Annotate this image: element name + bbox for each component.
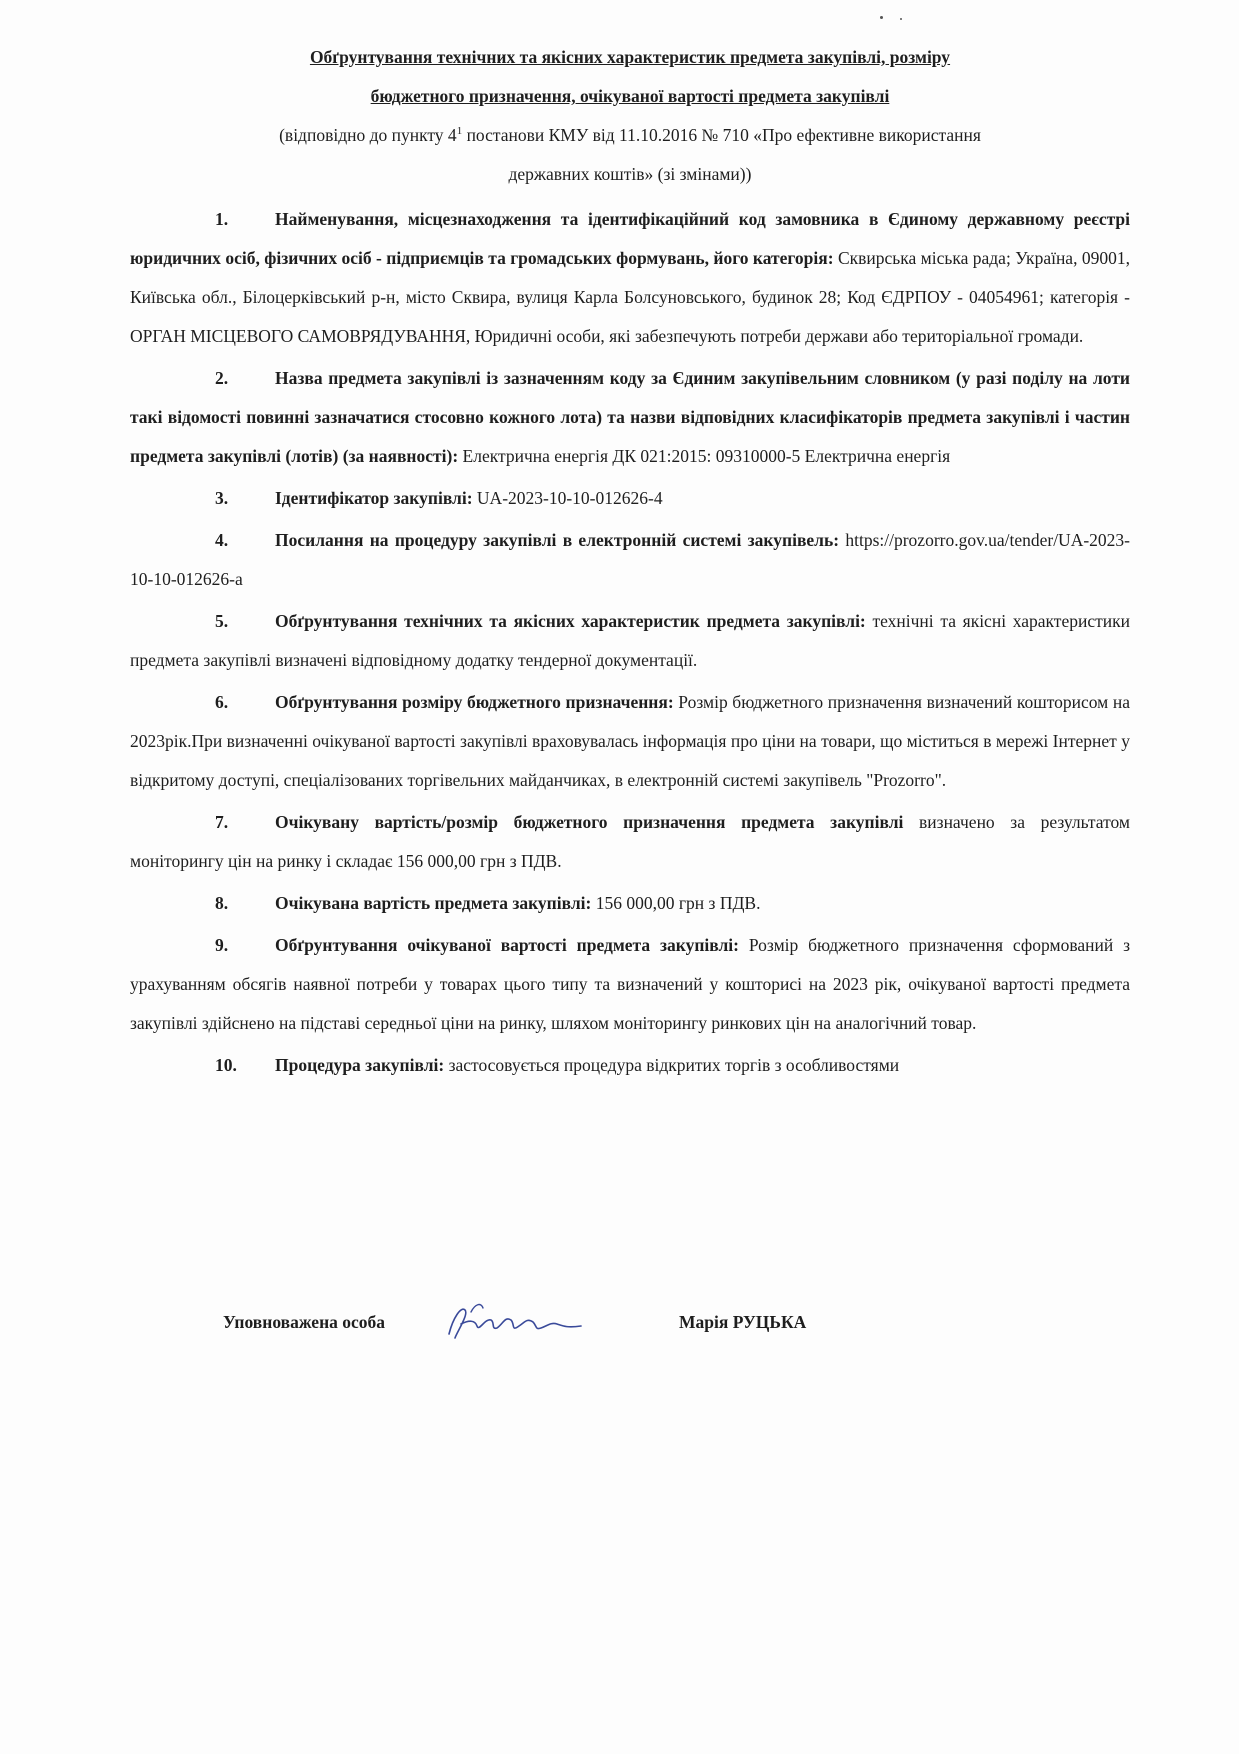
section-number: 1. — [215, 209, 229, 229]
section-heading: Обґрунтування очікуваної вартості предмета закупівлі: — [275, 935, 739, 955]
section-heading: Назва предмета закупівлі із зазначенням коду за Єдиним закупівельним словником (у разі поділу на лоти такі відомості повинні зазначатися стосовно кожного лота) та назви відповідних класифікаторів предмета закупівлі і частин предмета закупівлі (лотів) (за наявності): — [130, 368, 1130, 466]
section-heading: Процедура закупівлі: — [275, 1055, 445, 1075]
section-number: 5. — [215, 611, 229, 631]
scan-speck — [880, 16, 883, 19]
section-text: Розмір бюджетного призначення сформований з урахуванням обсягів наявної потреби у товарах цього типу та визначений у кошторисі на 2023 рік, очікуваної вартості предмета закупівлі здійснено на підставі середньої ціни на ринку, шляхом моніторингу ринкових цін на аналогічний товар. — [130, 935, 1130, 1033]
section-text: https://prozorro.gov.ua/tender/UA-2023-10-10-012626-a — [130, 530, 1130, 589]
section-text: Розмір бюджетного призначення визначений кошторисом на 2023рік.При визначенні очікуваної вартості закупівлі враховувалась інформація про ціни на товари, що міститься в мережі Інтернет у відкритому доступі, спеціалізованих торгівельних майданчиках, в електронній системі закупівель "Prozorro". — [130, 692, 1130, 790]
section-10 — [130, 1046, 1130, 1085]
section-number: 7. — [215, 812, 229, 832]
section-heading: Посилання на процедуру закупівлі в електронній системі закупівель: — [275, 530, 840, 550]
section-heading: Обґрунтування технічних та якісних характеристик предмета закупівлі: — [275, 611, 866, 631]
section-text: 156 000,00 грн з ПДВ. — [591, 893, 761, 913]
signatory-label: Уповноважена особа — [223, 1312, 386, 1332]
section-8 — [130, 884, 1130, 923]
section-number: 2. — [215, 368, 229, 388]
subtitle-line2: державних коштів» (зі змінами)) — [508, 164, 752, 184]
section-1 — [130, 200, 1130, 356]
section-heading: Очікувана вартість предмета закупівлі: — [275, 893, 592, 913]
signatory-name: Марія РУЦЬКА — [679, 1312, 807, 1332]
section-text: технічні та якісні характеристики предмета закупівлі визначені відповідному додатку тендерної документації. — [130, 611, 1130, 670]
signature-block — [223, 1298, 923, 1348]
document-title-line2: бюджетного призначення, очікуваної вартості предмета закупівлі — [370, 86, 890, 106]
section-text: UA-2023-10-10-012626-4 — [472, 488, 663, 508]
section-5 — [130, 602, 1130, 680]
document-body — [130, 38, 1130, 1088]
section-number: 4. — [215, 530, 229, 550]
section-3 — [130, 479, 1130, 518]
section-number: 10. — [215, 1055, 237, 1075]
section-text: визначено за результатом моніторингу цін на ринку і складає 156 000,00 грн з ПДВ. — [130, 812, 1131, 871]
subtitle-part1: (відповідно до пункту 4 — [279, 125, 457, 145]
section-9 — [130, 926, 1130, 1043]
section-number: 6. — [215, 692, 229, 712]
section-heading: Найменування, місцезнаходження та ідентифікаційний код замовника в Єдиному державному реєстрі юридичних осіб, фізичних осіб - підприємців та громадських формувань, його категорія: — [130, 209, 1130, 268]
section-heading: Очікувану вартість/розмір бюджетного призначення предмета закупівлі — [275, 812, 904, 832]
section-2 — [130, 359, 1130, 476]
section-6 — [130, 683, 1130, 800]
section-text: застосовується процедура відкритих торгів з особливостями — [444, 1055, 900, 1075]
subtitle-part2: постанови КМУ від 11.10.2016 № 710 «Про ефективне використання — [462, 125, 981, 145]
subtitle-superscript: 1 — [456, 125, 463, 138]
handwritten-signature — [441, 1298, 591, 1346]
section-7 — [130, 803, 1130, 881]
section-heading: Обґрунтування розміру бюджетного призначення: — [275, 692, 674, 712]
document-subtitle — [130, 116, 1130, 194]
section-number: 3. — [215, 488, 229, 508]
section-text: Сквирська міська рада; Україна, 09001, Київська обл., Білоцерківський р-н, місто Сквира, вулиця Карла Болсуновського, будинок 28; Код ЄДРПОУ - 04054961; категорія - ОРГАН МІСЦЕВОГО САМОВРЯДУВАННЯ, Юридичні особи, які забезпечують потреби держави або територіальної громади. — [130, 248, 1130, 346]
section-number: 8. — [215, 893, 229, 913]
section-4 — [130, 521, 1130, 599]
document-title-line1: Обґрунтування технічних та якісних характеристик предмета закупівлі, розміру — [309, 47, 951, 67]
section-text: Електрична енергія ДК 021:2015: 09310000-5 Електрична енергія — [458, 446, 951, 466]
scan-speck — [900, 18, 902, 20]
section-number: 9. — [215, 935, 229, 955]
section-heading: Ідентифікатор закупівлі: — [275, 488, 473, 508]
